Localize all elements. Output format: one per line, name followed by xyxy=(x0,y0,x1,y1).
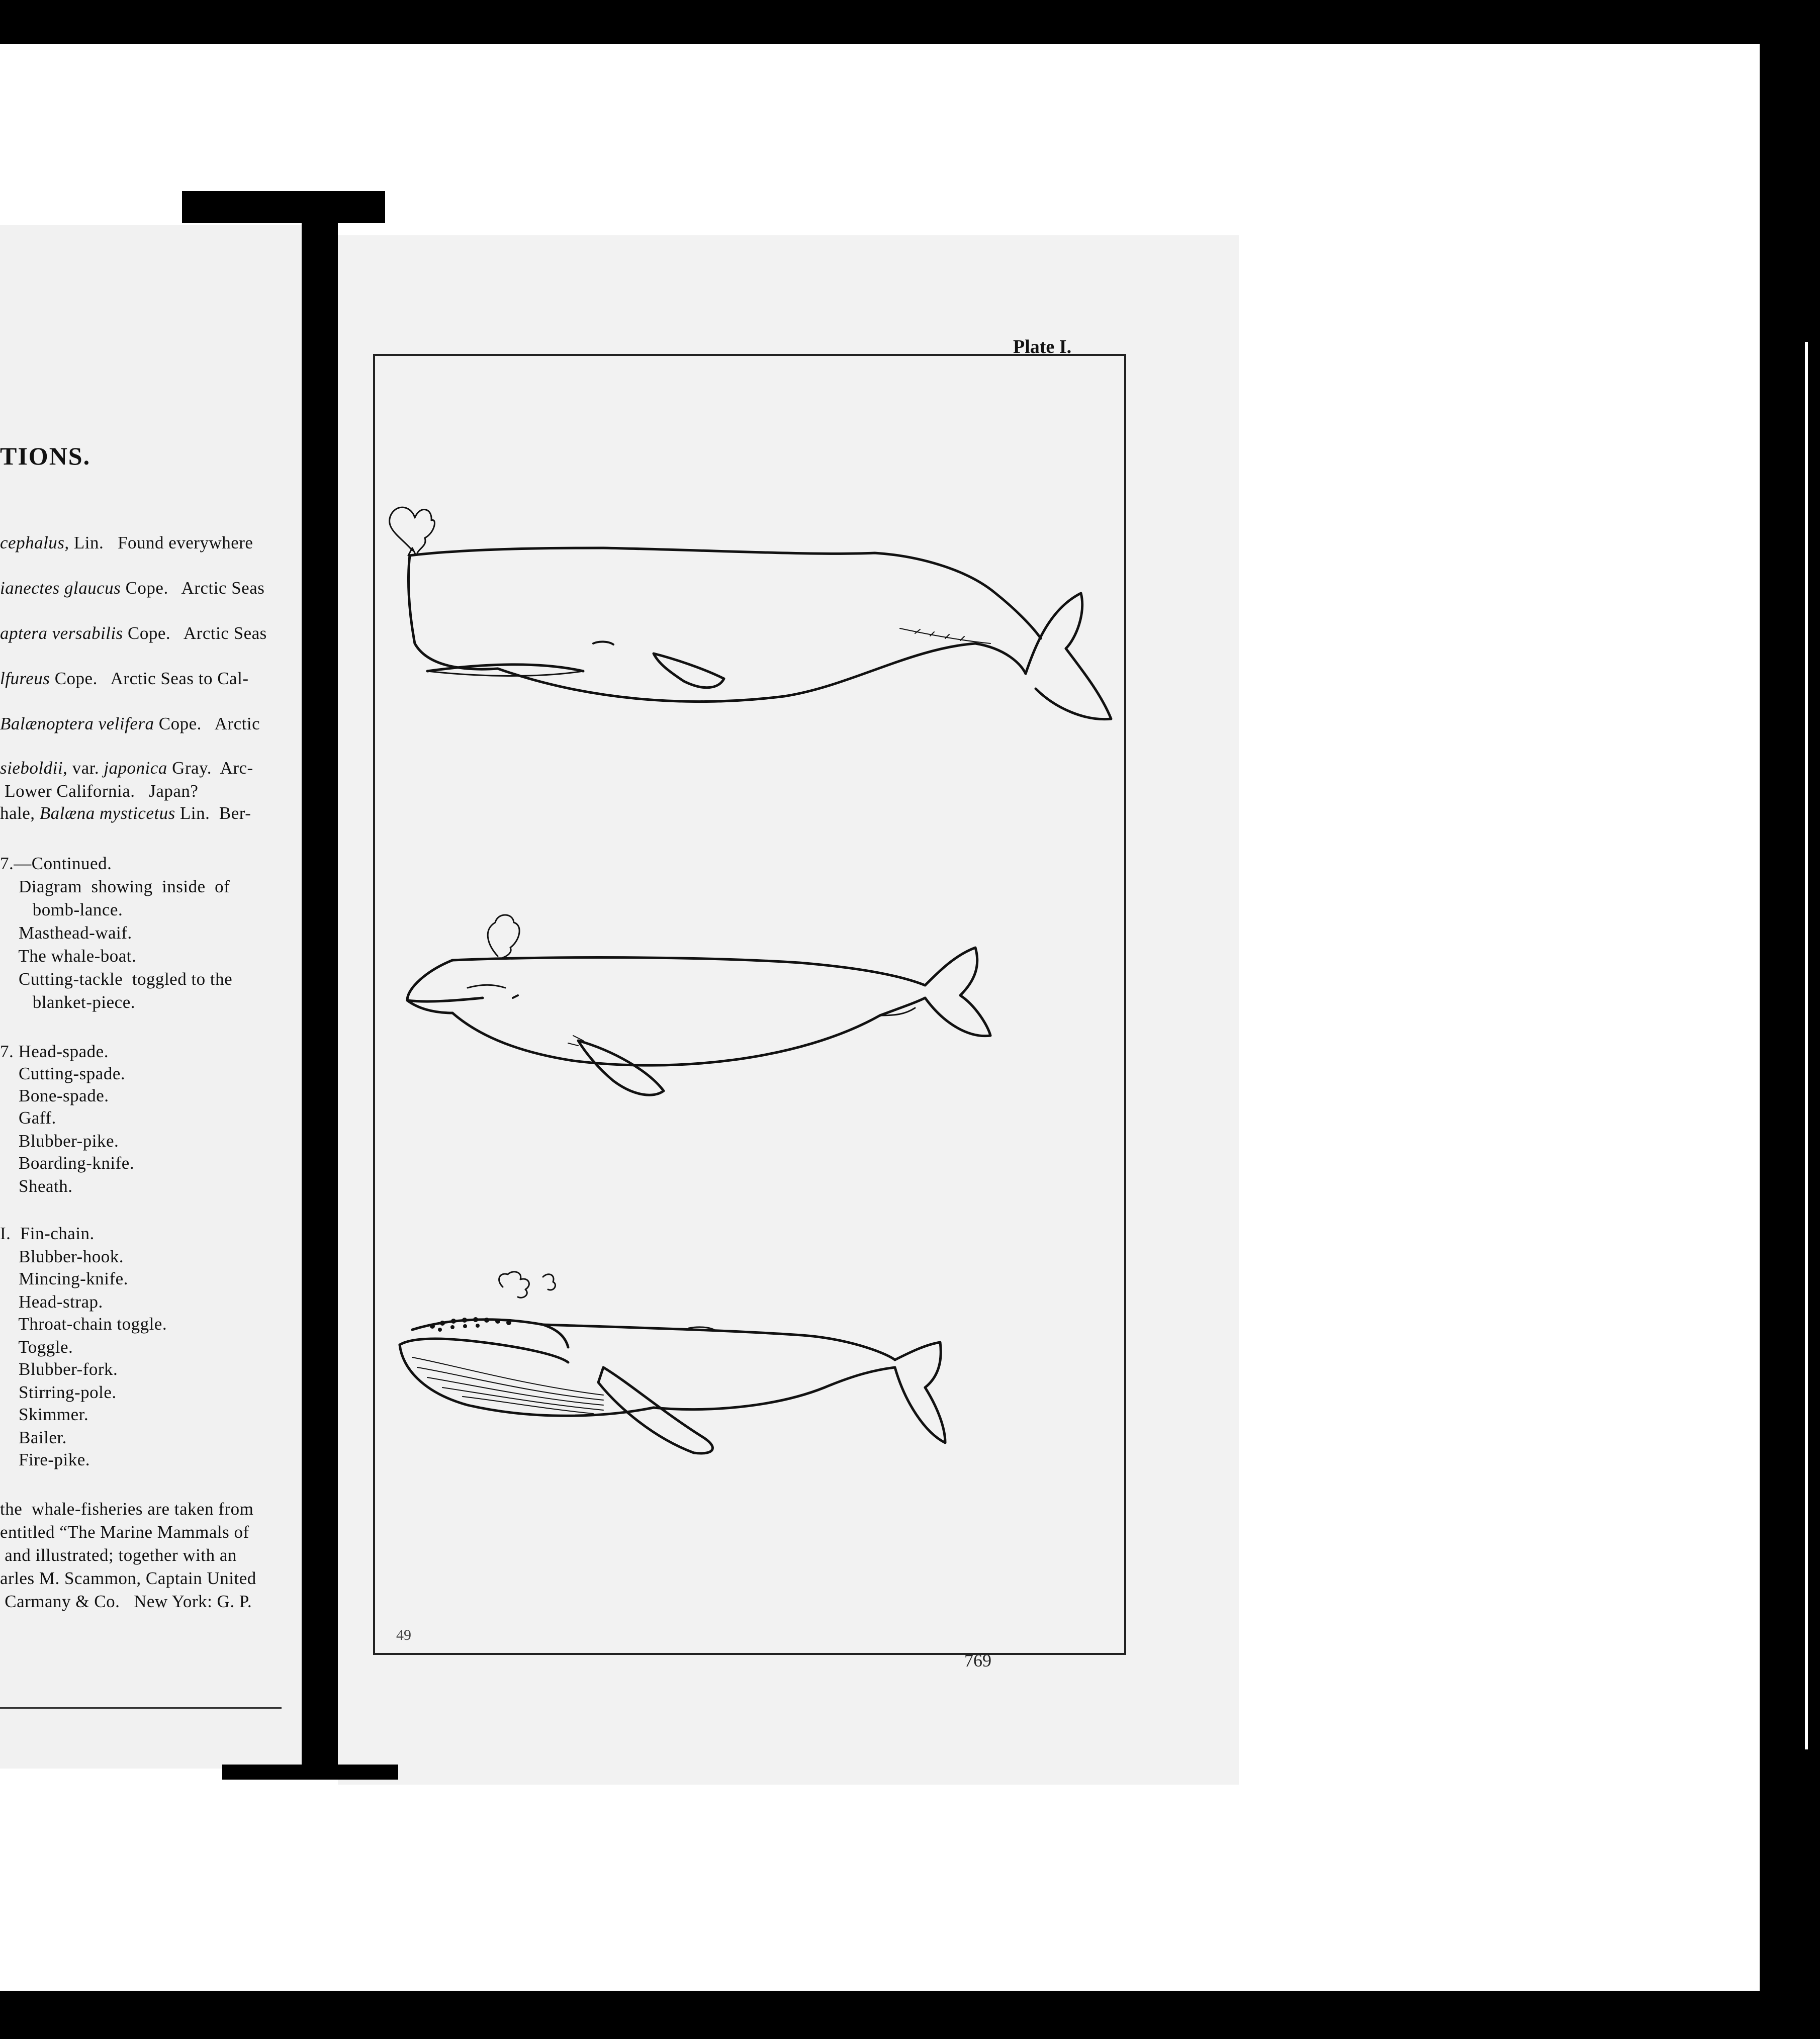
film-border-top xyxy=(0,0,1820,44)
text-line xyxy=(0,969,232,989)
text-line xyxy=(0,1314,167,1334)
text-line xyxy=(0,1131,119,1151)
text-run: var. xyxy=(67,758,104,778)
text-run: Gaff. xyxy=(0,1108,56,1128)
text-run: Lin. Ber- xyxy=(175,803,251,823)
text-line xyxy=(0,1545,237,1565)
text-run: Balæna mysticetus xyxy=(39,803,175,823)
text-run: Lin. Found everywhere xyxy=(69,533,253,552)
text-run: arles M. Scammon, Captain United xyxy=(0,1568,256,1588)
text-line xyxy=(0,578,264,598)
binding-clamp-top xyxy=(182,191,385,223)
text-run: hale, xyxy=(0,803,40,823)
text-line xyxy=(0,1382,117,1403)
humpback-whale-illustration xyxy=(392,1267,1041,1498)
text-run: Blubber-pike. xyxy=(0,1131,119,1151)
text-run: aptera versabilis xyxy=(0,623,123,643)
text-run: Fire-pike. xyxy=(0,1450,90,1469)
text-line xyxy=(0,1269,128,1289)
text-line xyxy=(0,1224,95,1244)
signature-mark: 49 xyxy=(396,1627,411,1643)
text-line xyxy=(0,781,198,801)
text-line xyxy=(0,1592,252,1612)
text-line xyxy=(0,533,253,553)
text-line xyxy=(0,1499,253,1519)
text-run: Carmany & Co. New York: G. P. xyxy=(0,1592,252,1611)
text-line xyxy=(0,1405,88,1425)
text-run: Mincing-knife. xyxy=(0,1269,128,1288)
text-line xyxy=(0,1176,73,1196)
text-line xyxy=(0,1450,90,1470)
text-run: japonica xyxy=(104,758,167,778)
text-run: Bailer. xyxy=(0,1428,67,1447)
text-run: Lower California. Japan? xyxy=(0,781,199,801)
text-line xyxy=(0,1042,109,1062)
text-run: cephalus, xyxy=(0,533,69,552)
text-run: Skimmer. xyxy=(0,1405,89,1424)
text-line xyxy=(0,623,267,643)
text-run: Masthead-waif. xyxy=(0,923,132,943)
film-border-right xyxy=(1760,0,1820,2039)
text-line xyxy=(0,923,132,943)
text-run: blanket-piece. xyxy=(0,992,136,1012)
text-run: entitled “The Marine Mammals of xyxy=(0,1522,249,1542)
text-line xyxy=(0,1153,134,1173)
text-run: Bone-spade. xyxy=(0,1086,109,1105)
page-number: 769 xyxy=(964,1650,991,1671)
text-line xyxy=(0,1292,103,1312)
text-run: Toggle. xyxy=(0,1337,73,1357)
text-run: Cope. Arctic Seas xyxy=(123,623,267,643)
text-line xyxy=(0,714,260,734)
text-run: 7.—Continued. xyxy=(0,854,112,873)
text-run: Boarding-knife. xyxy=(0,1153,135,1173)
text-run: sieboldii, xyxy=(0,758,68,778)
sperm-whale-illustration xyxy=(372,498,1116,734)
text-run: and illustrated; together with an xyxy=(0,1545,237,1565)
section-heading: TIONS. xyxy=(0,442,91,470)
gray-whale-illustration xyxy=(397,900,1071,1111)
text-run: Balænoptera velifera xyxy=(0,714,154,733)
text-run: Stirring-pole. xyxy=(0,1382,117,1402)
text-line xyxy=(0,992,135,1012)
text-run: Cope. Arctic Seas to Cal- xyxy=(50,669,249,688)
text-run: Throat-chain toggle. xyxy=(0,1314,167,1334)
text-run: Gray. Arc- xyxy=(167,758,253,778)
text-line xyxy=(0,669,248,689)
text-run: Cutting-tackle toggled to the xyxy=(0,969,233,989)
text-line xyxy=(0,1359,118,1379)
text-line xyxy=(0,1522,249,1542)
text-run: Blubber-hook. xyxy=(0,1247,124,1266)
text-run: Cope. Arctic Seas xyxy=(121,578,265,598)
text-run: 7. Head-spade. xyxy=(0,1042,109,1061)
text-run: Head-strap. xyxy=(0,1292,103,1312)
text-run: the whale-fisheries are taken from xyxy=(0,1499,254,1519)
text-run: The whale-boat. xyxy=(0,946,137,966)
text-line xyxy=(0,803,251,823)
text-run: lfureus xyxy=(0,669,50,688)
text-line xyxy=(0,1568,256,1589)
left-book-page xyxy=(0,225,318,1769)
text-run: ianectes glaucus xyxy=(0,578,121,598)
text-line xyxy=(0,900,123,920)
text-run: Cutting-spade. xyxy=(0,1064,126,1083)
plate-label: Plate I. xyxy=(1013,336,1072,357)
film-border-bottom xyxy=(0,1991,1820,2039)
text-line xyxy=(0,1428,67,1448)
binding-clamp-bar xyxy=(302,221,338,1775)
text-run: Diagram showing inside of xyxy=(0,877,230,896)
binding-clamp-bottom xyxy=(222,1765,398,1780)
film-edge-strip xyxy=(1805,342,1808,1749)
footnote-rule xyxy=(0,1707,282,1709)
text-line xyxy=(0,1337,73,1357)
text-line xyxy=(0,946,136,966)
text-run: Blubber-fork. xyxy=(0,1359,118,1379)
text-line xyxy=(0,758,253,778)
text-run: Sheath. xyxy=(0,1176,73,1196)
text-line xyxy=(0,877,230,897)
text-run: Cope. Arctic xyxy=(154,714,260,733)
text-line xyxy=(0,1086,109,1106)
text-line xyxy=(0,1247,124,1267)
text-line xyxy=(0,1064,125,1084)
text-run: bomb-lance. xyxy=(0,900,123,919)
text-line xyxy=(0,854,112,874)
text-run: I. Fin-chain. xyxy=(0,1224,95,1243)
text-line xyxy=(0,1108,56,1128)
